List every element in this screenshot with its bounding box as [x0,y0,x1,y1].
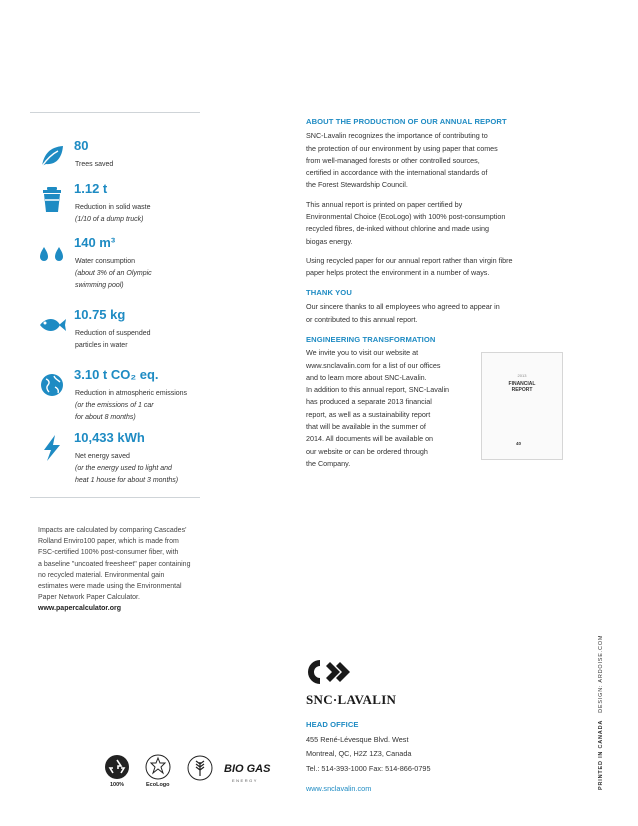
design-credit: DESIGN: ARDOISE.COM [598,634,604,713]
about-heading: ABOUT THE PRODUCTION OF OUR ANNUAL REPORT [306,117,507,126]
top-divider [30,112,200,113]
stat-value: 140 m³ [74,235,116,250]
brand-name: SNC·LAVALIN [306,692,397,707]
about-section [306,116,566,280]
head-office-block [306,718,431,797]
middle-divider [30,497,200,498]
printed-in-canada: PRINTED IN CANADA [598,719,604,790]
waste-bin-icon [38,185,66,213]
address-line-1: 455 René-Lévesque Blvd. West [306,734,409,744]
leaf-icon [38,142,66,170]
stat-label: Trees saved [75,161,114,168]
stat-label: Net energy saved (or the energy used to light and heat 1 house for about 3 months) [75,453,179,484]
wheat-seal-icon [186,754,214,782]
snc-lavalin-logo-icon [306,657,356,687]
stat-value: 10,433 kWh [74,430,145,445]
thanks-section [306,287,566,326]
address-line-2: Montreal, QC, H2Z 1Z3, Canada [306,749,412,759]
recycled-label: 100% [110,782,125,788]
engineering-section [306,334,476,470]
about-paragraph-3: Using recycled paper for our annual report rather than virgin fibre paper helps protect the environment in a number of ways. [306,255,513,278]
website-link[interactable]: www.snclavalin.com [306,784,372,794]
water-drops-icon [38,239,66,267]
stat-label: Reduction in solid waste (1/10 of a dump truck) [75,204,151,223]
phone-fax-line: Tel.: 514-393-1000 Fax: 514-866-0795 [306,763,431,773]
methodology-notes [38,525,223,615]
calculator-link[interactable]: www.papercalculator.org [38,605,121,613]
about-paragraph-1: SNC-Lavalin recognizes the importance of contributing to the protection of our environment by using paper that comes from well-managed forests or other controlled sources, certified in accordance with the international standards of the Forest Stewardship Council. [306,131,498,190]
thanks-heading: THANK YOU [306,288,352,297]
stat-value: 80 [74,138,89,153]
recycle-icon [104,754,130,780]
ecologo-label: EcoLogo [146,782,170,788]
engineering-heading: ENGINEERING TRANSFORMATION [306,335,436,344]
fish-icon [38,311,66,339]
notes-text: Impacts are calculated by comparing Cascades' Rolland Enviro100 paper, which is made from FSC-certified 100% post-consumer fiber, with a baseline "uncoated freesheet" paper containing no recycled material. Environmental gain estimates were made using the Environmental Paper Network Paper Calculator. [38,527,191,602]
biogas-subtext: ENERGY [232,778,258,783]
financial-report-thumbnail [481,352,563,460]
thanks-text: Our sincere thanks to all employees who agreed to appear in or contributed to this annual report. [306,302,500,324]
head-office-heading: HEAD OFFICE [306,720,359,729]
stat-label: Reduction of suspended particles in water [75,330,151,349]
globe-icon [38,371,66,399]
about-paragraph-2: This annual report is printed on paper certified by Environmental Choice (EcoLogo) with 100% post-consumption recycled fibres, de-inked without chlorine and made using biogas energy. [306,199,506,246]
thumbnail-year: 2013 [517,373,527,378]
biogas-logo: BIO GAS [224,763,271,775]
stat-label: Water consumption (about 3% of an Olympic swimming pool) [75,258,152,289]
stat-label: Reduction in atmospheric emissions (or the emissions of 1 car for about 8 months) [75,390,188,421]
stat-value: 1.12 t [74,181,108,196]
print-credits [598,635,604,790]
stat-value: 10.75 kg [74,307,126,322]
ecologo-icon [144,754,172,780]
lightning-icon [38,434,66,462]
stat-value: 3.10 t CO₂ eq. [74,367,159,382]
thumbnail-number: 40 [516,441,522,446]
engineering-text: We invite you to visit our website at www.snclavalin.com for a list of our offices and to learn more about SNC-Lavalin. In addition to this annual report, SNC-Lavalin has produced a separate 2013 financial report, as well as a sustainability report that will be available in the summer of 2014. All documents will be available on our website or can be ordered through the Company. [306,348,450,468]
thumbnail-title: FINANCIAL REPORT [508,381,536,393]
